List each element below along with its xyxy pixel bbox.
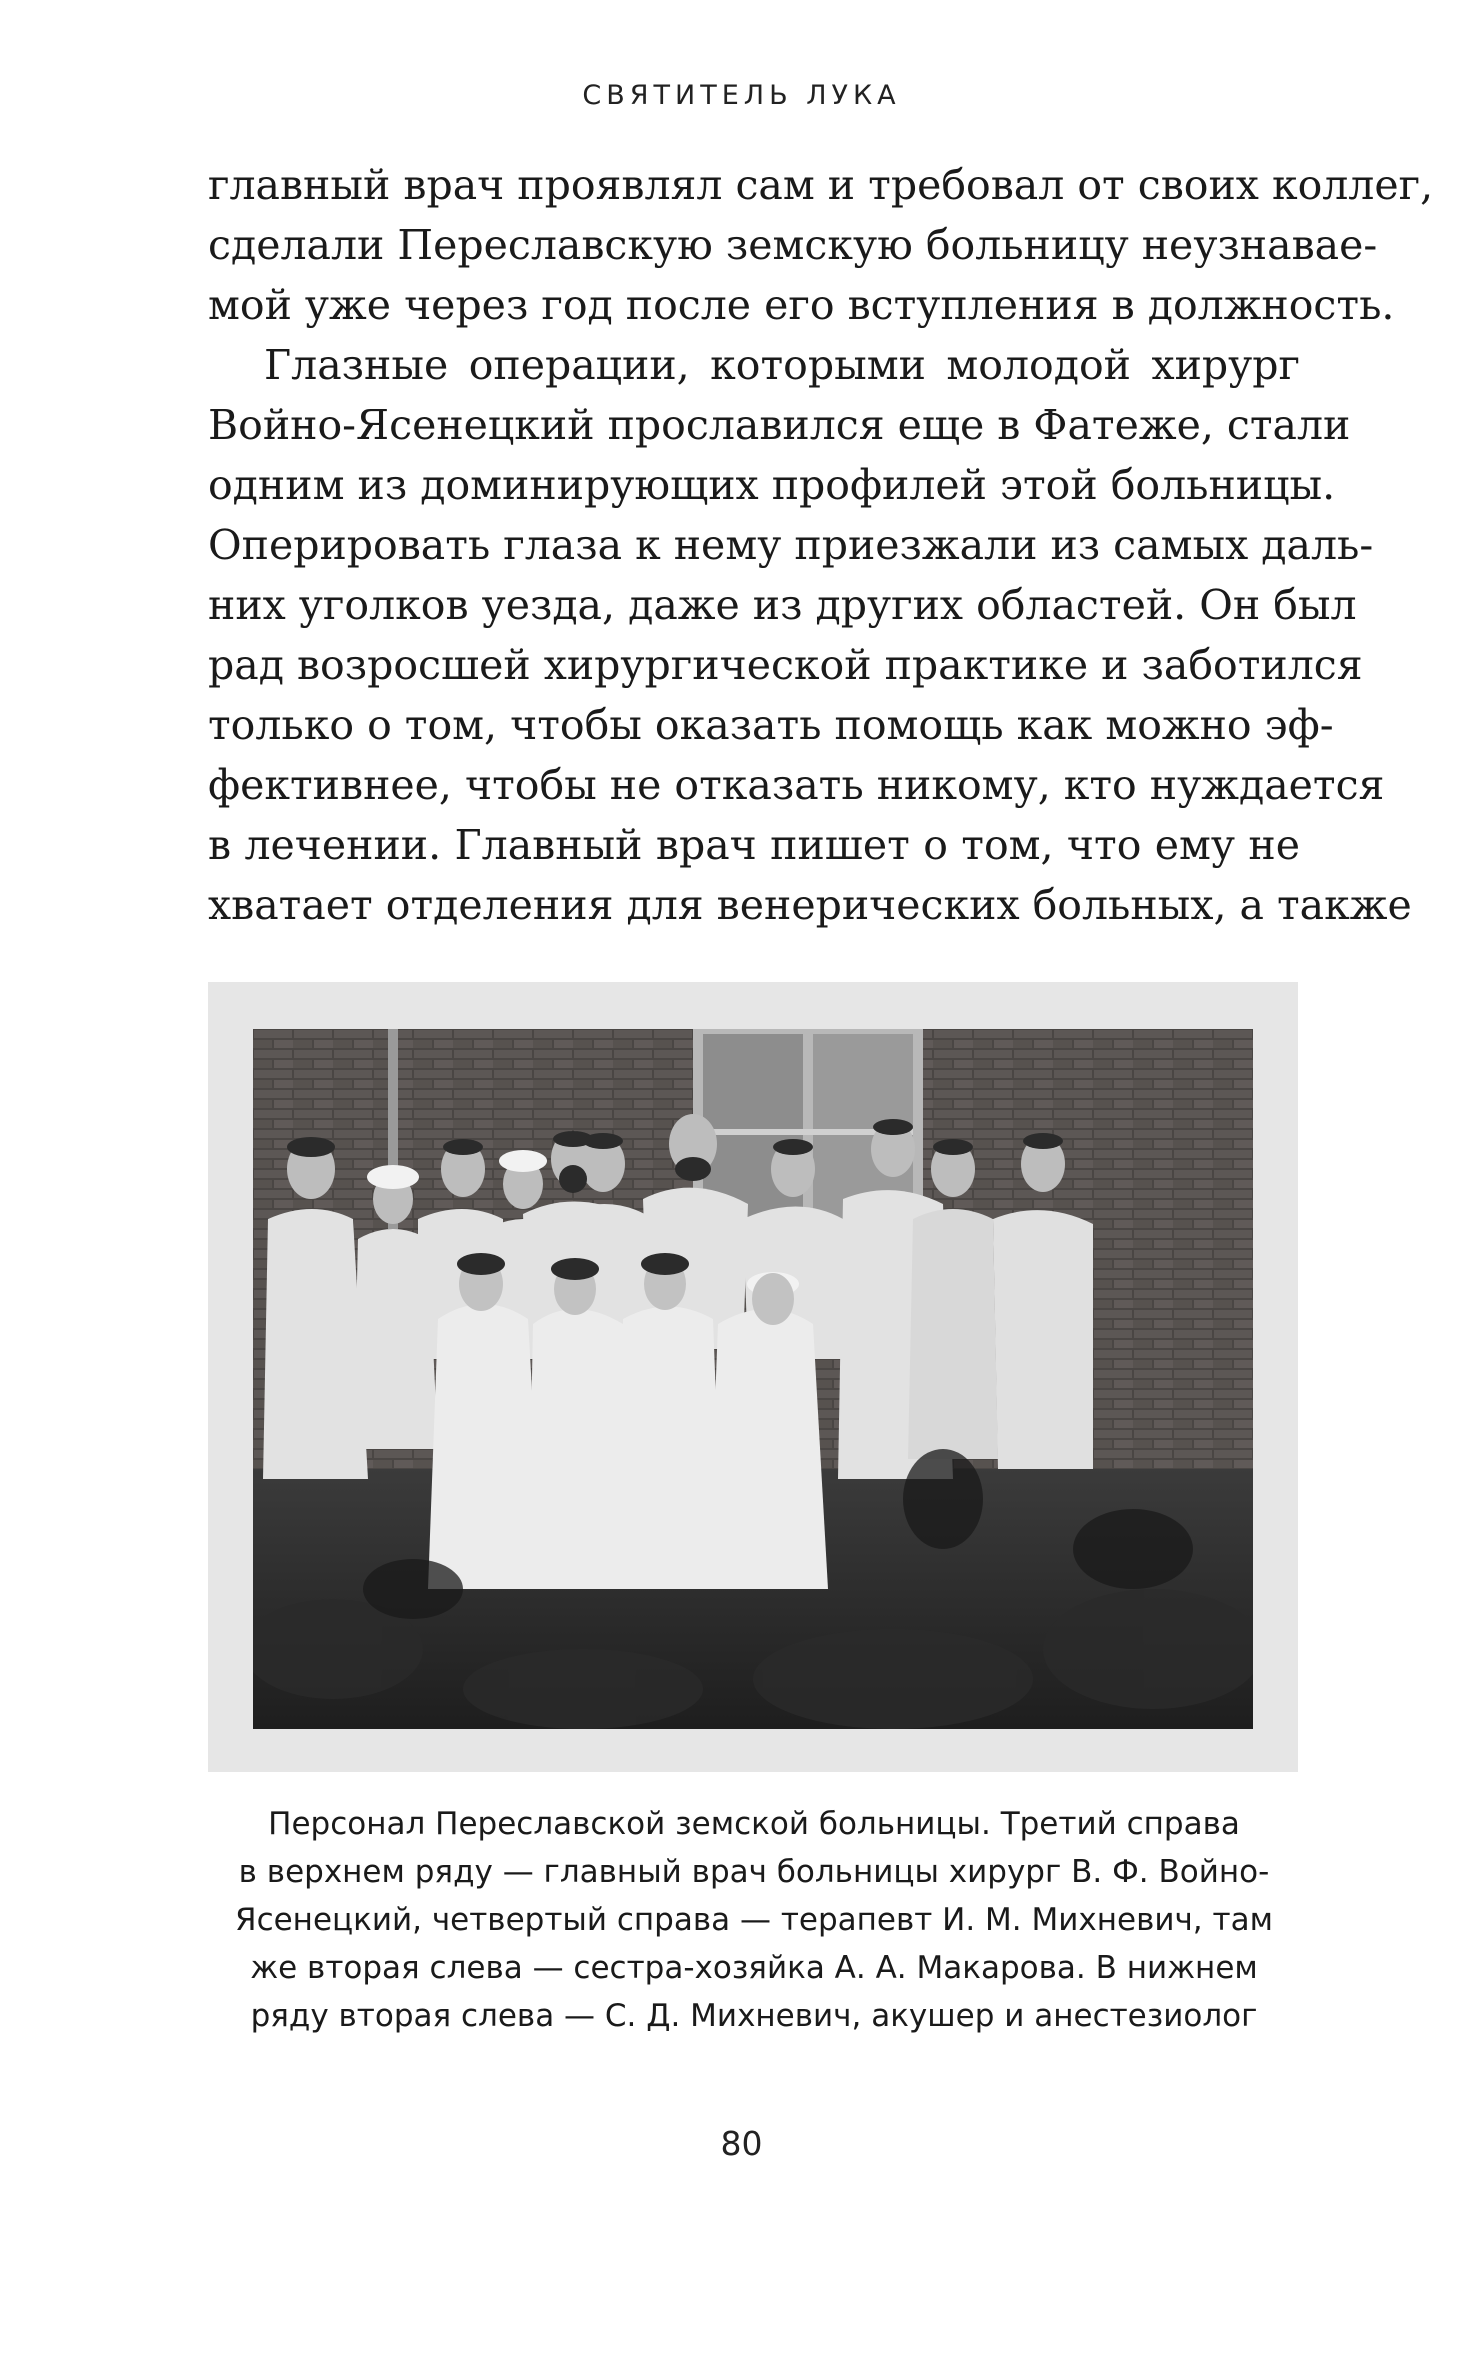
figure-caption — [208, 1800, 1300, 2040]
body-line: одним из доминирующих профилей этой больницы. — [208, 461, 1336, 509]
caption-line: Ясенецкий, четвертый справа — терапевт И. М. Михневич, там — [235, 1902, 1273, 1938]
caption-line: ряду вторая слева — С. Д. Михневич, акушер и анестезиолог — [250, 1998, 1258, 2034]
caption-line: в верхнем ряду — главный врач больницы хирург В. Ф. Войно- — [238, 1854, 1270, 1890]
body-line: рад возросшей хирургической практике и заботился — [208, 641, 1363, 689]
figure-frame — [208, 982, 1298, 1772]
body-line: главный врач проявлял сам и требовал от своих коллег, — [208, 161, 1434, 209]
caption-line: Персонал Переславской земской больницы. Третий справа — [268, 1806, 1240, 1842]
body-line: мой уже через год после его вступления в должность. — [208, 281, 1395, 329]
body-line: сделали Переславскую земскую больницу неузнавае- — [208, 221, 1378, 269]
body-line: в лечении. Главный врач пишет о том, что ему не — [208, 821, 1300, 869]
body-line: фективнее, чтобы не отказать никому, кто нуждается — [208, 761, 1385, 809]
body-line: них уголков уезда, даже из других областей. Он был — [208, 581, 1357, 629]
body-text — [208, 155, 1434, 935]
running-head: СВЯТИТЕЛЬ ЛУКА — [582, 80, 901, 111]
body-line: Оперировать глаза к нему приезжали из самых даль- — [208, 521, 1374, 569]
caption-line: же вторая слева — сестра-хозяйка А. А. Макарова. В нижнем — [250, 1950, 1258, 1986]
body-line: Глазные операции, которыми молодой хирург — [264, 341, 1300, 389]
body-line: хватает отделения для венерических больных, а также — [208, 881, 1412, 929]
page-number: 80 — [720, 2124, 763, 2163]
body-line: только о том, чтобы оказать помощь как можно эф- — [208, 701, 1334, 749]
hospital-staff-photo — [253, 1029, 1253, 1729]
body-line: Войно-Ясенецкий прославился еще в Фатеже, стали — [208, 401, 1351, 449]
